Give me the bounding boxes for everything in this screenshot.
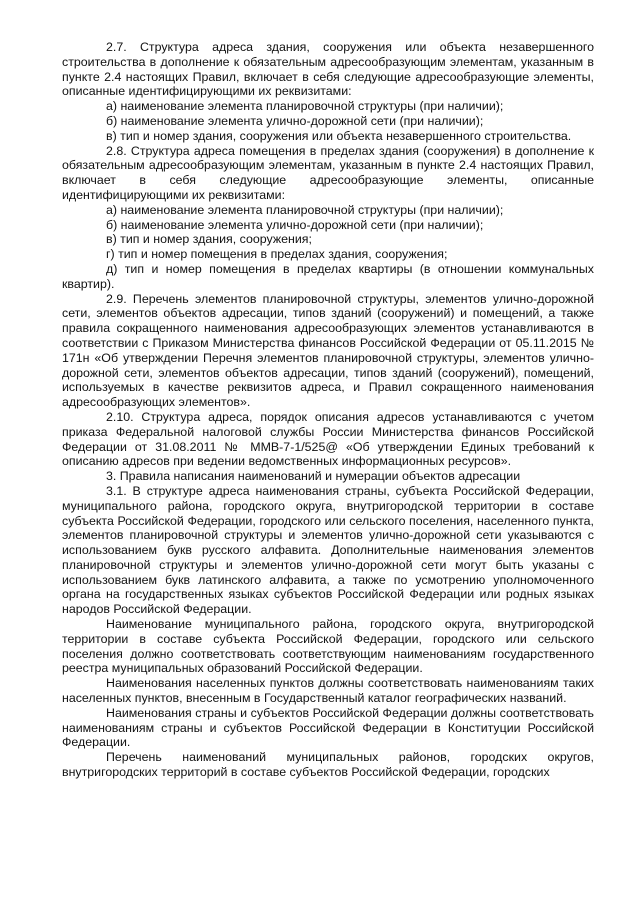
- list-item-2-7-c: в) тип и номер здания, сооружения или объекта незавершенного строительства.: [106, 128, 572, 143]
- paragraph-3-1: 3.1. В структуре адреса наименования страны, субъекта Российской Федерации, муниципального района, городского округа, внутригородской территории в составе субъекта Российской Федерации, городского или сельского поселения, населенного пункта, элементов планировочной структуры и элементов улично-дорожной сети указываются с использованием букв русского алфавита. Дополнительные наименования элементов планировочной структуры и элементов улично-дорожной сети могут быть указаны с использованием букв латинского алфавита, а также по усмотрению уполномоченного органа на государственных языках субъектов Российской Федерации или родных языках народов Российской Федерации.: [62, 483, 594, 617]
- list-item-2-7-a: а) наименование элемента планировочной структуры (при наличии);: [106, 99, 504, 114]
- list-item-2-8-b: б) наименование элемента улично-дорожной сети (при наличии);: [106, 217, 484, 232]
- paragraph-2-9: 2.9. Перечень элементов планировочной структуры, элементов улично-дорожной сети, элементов объектов адресации, типов зданий (сооружений) и помещений, а также правила сокращенного наименования адресообразующих элементов устанавливаются в соответствии с Приказом Министерства финансов Российской Федерации от 05.11.2015 № 171н «Об утверждении Перечня элементов планировочной структуры, элементов улично-дорожной сети, элементов объектов адресации, типов зданий (сооружений), помещений, используемых в качестве реквизитов адреса, и Правил сокращенного наименования адресообразующих элементов».: [62, 291, 594, 410]
- list-item-2-8-a: а) наименование элемента планировочной структуры (при наличии);: [106, 202, 504, 217]
- paragraph-settlement-names: Наименования населенных пунктов должны соответствовать наименованиям таких населенных пунктов, внесенным в Государственный каталог географических названий.: [62, 676, 594, 706]
- list-item-2-8-e: д) тип и номер помещения в пределах квартиры (в отношении коммунальных квартир).: [62, 261, 594, 291]
- document-page: [62, 40, 594, 780]
- paragraph-2-7: 2.7. Структура адреса здания, сооружения или объекта незавершенного строительства в дополнение к обязательным адресообразующим элементам, указанным в пункте 2.4 настоящих Правил, включает в себя следующие адресообразующие элементы, описанные идентифицирующими их реквизитами:: [62, 40, 594, 99]
- paragraph-list-of-names: Перечень наименований муниципальных районов, городских округов, внутригородских территорий в составе субъектов Российской Федерации, городских: [62, 750, 594, 780]
- list-item-2-8-d: г) тип и номер помещения в пределах здания, сооружения;: [106, 247, 448, 262]
- section-heading-3: 3. Правила написания наименований и нумерации объектов адресации: [106, 469, 521, 484]
- list-item-2-8-c: в) тип и номер здания, сооружения;: [106, 232, 312, 247]
- paragraph-country-names: Наименования страны и субъектов Российской Федерации должны соответствовать наименованиям страны и субъектов Российской Федерации в Конституции Российской Федерации.: [62, 705, 594, 750]
- paragraph-municipal-names: Наименование муниципального района, городского округа, внутригородской территории в составе субъекта Российской Федерации, городского или сельского поселения должно соответствовать соответствующим наименованиям государственного реестра муниципальных образований Российской Федерации.: [62, 617, 594, 676]
- paragraph-2-8: 2.8. Структура адреса помещения в пределах здания (сооружения) в дополнение к обязательным адресообразующим элементам, указанным в пункте 2.4 настоящих Правил, включает в себя следующие адресообразующие элементы, описанные идентифицирующими их реквизитами:: [62, 143, 594, 202]
- list-item-2-7-b: б) наименование элемента улично-дорожной сети (при наличии);: [106, 113, 484, 128]
- paragraph-2-10: 2.10. Структура адреса, порядок описания адресов устанавливаются с учетом приказа Федеральной налоговой службы России Министерства финансов Российской Федерации от 31.08.2011 № ММВ-7-1/525@ «Об утверждении Единых требований к описанию адресов при ведении ведомственных информационных ресурсов».: [62, 409, 594, 469]
